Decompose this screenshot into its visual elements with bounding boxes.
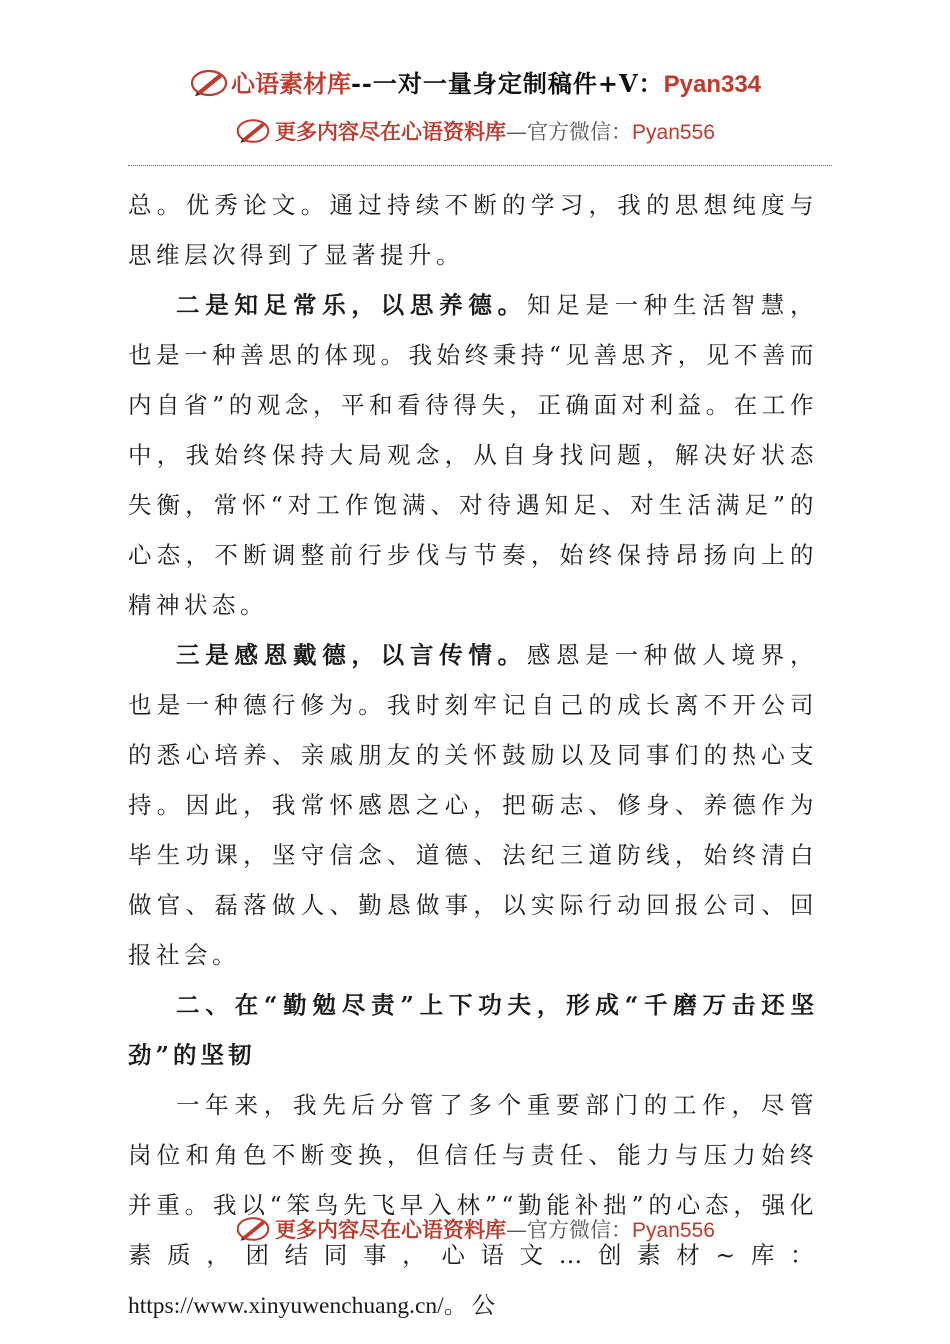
watermark-id: Pyan556: [632, 121, 715, 144]
paragraph-2: [128, 280, 818, 630]
paragraph-4-tail: 。公: [443, 1291, 500, 1319]
watermark-dash: —: [506, 120, 528, 144]
paragraph-2-text: 知足是一种生活智慧，也是一种善思的体现。我始终秉持“见善思齐，见不善而内自省”的观念，平和看待得失，正确面对利益。在工作中，我始终保持大局观念，从自身找问题，解决好状态失衡，常怀“对工作饱满、对待遇知足、对生活满足”的心态，不断调整前行步伐与节奏，始终保持昂扬向上的精神状态。: [128, 291, 819, 619]
pen-logo-icon: [235, 1214, 271, 1249]
pen-logo-icon: [189, 68, 229, 104]
paragraph-3: [128, 630, 818, 980]
top-watermark: [0, 116, 950, 151]
paragraph-3-text: 感恩是一种做人境界，也是一种德行修为。我时刻牢记自己的成长离不开公司的悉心培养、亲戚朋友的关怀鼓励以及同事们的热心支持。因此，我常怀感恩之心，把砺志、修身、养德作为毕生功课，坚守信念、道德、法纪三道防线，始终清白做官、磊落做人、勤恳做事，以实际行动回报公司、回报社会。: [128, 641, 819, 969]
footer-watermark-text: 更多内容尽在心语资料库: [275, 1217, 507, 1242]
section-heading-text: 二、在“勤勉尽责”上下功夫，形成“千磨万击还坚劲”的坚韧: [128, 991, 818, 1069]
paragraph-1-text: 总。优秀论文。通过持续不断的学习，我的思想纯度与思维层次得到了显著提升。: [128, 191, 818, 269]
paragraph-4: [128, 1080, 818, 1331]
paragraph-1: [128, 180, 818, 280]
watermark-text: 更多内容尽在心语资料库: [275, 119, 507, 144]
footer-watermark-label: 官方微信：: [527, 1218, 633, 1242]
paragraph-2-lead: 二是知足常乐，以思养德。: [176, 291, 527, 319]
footer-watermark-id: Pyan556: [632, 1219, 715, 1242]
header-divider: [128, 165, 832, 166]
pen-logo-icon: [235, 116, 271, 151]
header-tagline: 一对一量身定制稿件+V：: [372, 69, 664, 98]
source-url-link[interactable]: https://www.xinyuwenchuang.cn/: [128, 1293, 444, 1319]
paragraph-3-lead: 三是感恩戴德，以言传情。: [176, 641, 527, 669]
paragraph-4-text: 一年来，我先后分管了多个重要部门的工作，尽管岗位和角色不断变换，但信任与责任、能力与压力始终并重。我以“笨鸟先飞早入林”“勤能补拙”的心态，强化素质，团结同事，心语文…创素材~库：: [128, 1091, 818, 1269]
header-separator: --: [350, 69, 373, 98]
header-brand: 心语素材库: [230, 69, 351, 98]
page-header: [0, 64, 950, 104]
header-wechat-id: Pyan334: [663, 71, 762, 98]
section-heading: [128, 980, 818, 1080]
watermark-label: 官方微信：: [527, 120, 633, 144]
bottom-watermark: [0, 1214, 950, 1249]
document-body: [128, 180, 818, 1331]
footer-watermark-dash: —: [506, 1218, 528, 1242]
